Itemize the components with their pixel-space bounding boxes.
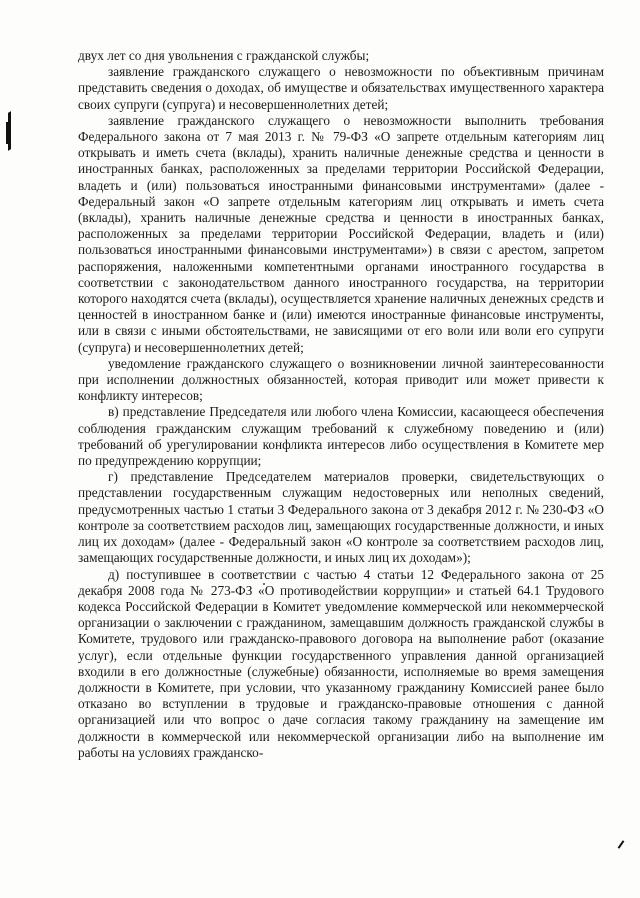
scan-artifact-right (618, 840, 625, 849)
paragraph-notice-conflict-of-interest: уведомление гражданского служащего о возникновении личной заинтересованности при исполнении должностных обязанностей, которая приводит или может привести к конфликту интересов; (78, 355, 604, 404)
scan-artifact-left-secondary (6, 122, 8, 144)
paragraph-statement-foreign-accounts: заявление гражданского служащего о невозможности выполнить требования Федерального закона от 7 мая 2013 г. № 79-ФЗ «О запрете отдельным категориям лиц открывать и иметь счета (вклады), хранить наличные денежные средства и ценности в иностранных банках, расположенных за пределами территории Российской Федерации, владеть и (или) пользоваться иностранными финансовыми инструментами» (далее - Федеральный закон «О запрете отдельным категориям лиц открывать и иметь счета (вклады), хранить наличные денежные средства и ценности в иностранных банках, расположенных за пределами территории Российской Федерации, владеть и (или) пользоваться иностранными финансовыми инструментами») в связи с арестом, запретом распоряжения, наложенными компетентными органами иностранного государства в соответствии с законодательством данного иностранного государства, на территории которого находятся счета (вклады), осуществляется хранение наличных денежных средств и ценностей в иностранном банке и (или) имеются иностранные финансовые инструменты, или в связи с иными обстоятельствами, не зависящими от его воли или воли его супруги (супруга) и несовершеннолетних детей; (78, 112, 604, 355)
paragraph-statement-inability-report: заявление гражданского служащего о невозможности по объективным причинам представить сведения о доходах, об имуществе и обязательствах имущественного характера своих супруги (супруга) и несовершеннолетних детей; (78, 64, 604, 112)
paragraph-item-g: г) представление Председателем материалов проверки, свидетельствующих о представлении государственным служащим недостоверных или неполных сведений, предусмотренных частью 1 статьи 3 Федерального закона от 3 декабря 2012 г. № 230-ФЗ «О контроле за соответствием расходов лиц, замещающих государственные должности, и иных лиц их доходам» (далее - Федеральный закон «О контроле за соответствием расходов лиц, замещающих государственные должности, и иных лиц их доходам»); (78, 469, 604, 566)
paragraph-item-d: д) поступившее в соответствии с частью 4 статьи 12 Федерального закона от 25 декабря 2008 года № 273-ФЗ «О противодействии коррупции» и статьей 64.1 Трудового кодекса Российской Федерации в Комитет уведомление коммерческой или некоммерческой организации о заключении с гражданином, замещавшим должность гражданской службы в Комитете, трудового или гражданско-правового договора на выполнение работ (оказание услуг), если отдельные функции государственного управления данной организацией входили в его должностные (служебные) обязанности, исполняемые во время замещения должности в Комитете, при условии, что указанному гражданину Комиссией ранее было отказано во вступлении в трудовые и гражданско-правовые отношения с данной организацией или что вопрос о даче согласия такому гражданину на замещение им должности в коммерческой или некоммерческой организации либо на выполнение им работы на условиях гражданско- (78, 566, 604, 760)
document-body (78, 48, 604, 761)
scan-artifact-left (8, 111, 11, 151)
paragraph-continuation: двух лет со дня увольнения с гражданской службы; (78, 48, 370, 63)
paragraph-item-v: в) представление Председателя или любого члена Комиссии, касающееся обеспечения соблюдения гражданским служащим требований к служебному поведению и (или) требований об урегулировании конфликта интересов либо осуществления в Комитете мер по предупреждению коррупции; (78, 404, 604, 469)
